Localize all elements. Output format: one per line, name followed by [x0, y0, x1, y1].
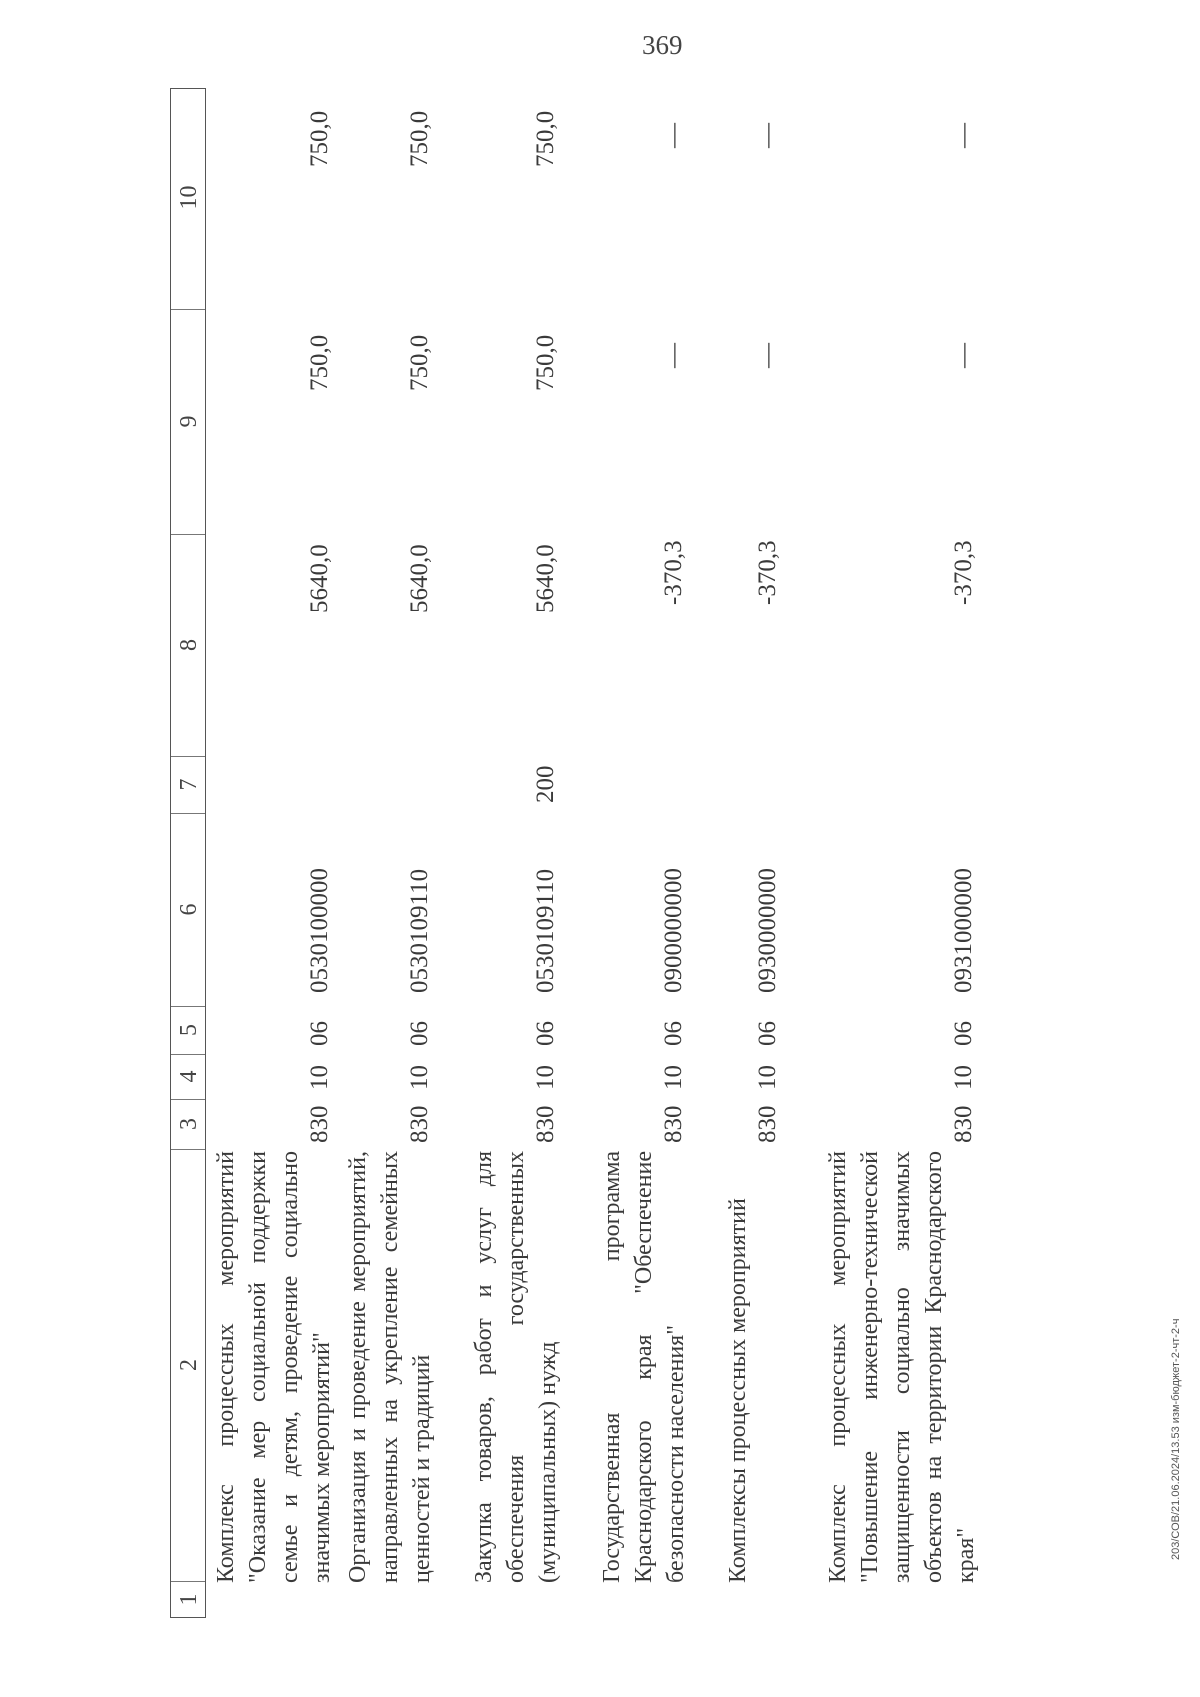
cell-c8: -370,3 [754, 540, 781, 605]
cell-c3: 830 [532, 1105, 559, 1143]
header-col-1: 1 [176, 1593, 202, 1606]
header-col-3: 3 [171, 1099, 205, 1150]
header-col-4: 4 [171, 1054, 205, 1100]
cell-c8: 5640,0 [406, 544, 433, 613]
header-col-7: 7 [171, 756, 205, 814]
cell-c3: 830 [306, 1105, 333, 1143]
row-name: Комплексы процессных мероприятий [725, 1198, 751, 1583]
cell-c4: 10 [306, 1065, 333, 1090]
cell-c10: 750,0 [406, 110, 433, 167]
cell-c10: 750,0 [532, 110, 559, 167]
cell-c9: — [950, 343, 977, 368]
cell-c3: 830 [754, 1105, 781, 1143]
row-name: Закупка товаров, работ и услуг для обеспечения государственных (муниципальных) нужд [471, 1151, 561, 1583]
cell-c6: 0530109110 [406, 868, 433, 993]
header-col-10: 10 [171, 86, 205, 310]
cell-c9: — [754, 343, 781, 368]
table-header-row [170, 88, 206, 1618]
row-name: Государственная программа Краснодарского края "Обеспечение безопасности населения" [599, 1151, 689, 1583]
cell-c6: 0900000000 [660, 868, 687, 993]
cell-c4: 10 [660, 1065, 687, 1090]
cell-c3: 830 [950, 1105, 977, 1143]
cell-c4: 10 [950, 1065, 977, 1090]
cell-c6: 0931000000 [950, 868, 977, 993]
row-name: Комплекс процессных мероприятий "Оказание мер социальной поддержки семье и детям, проведение социально значимых мероприятий" [213, 1151, 335, 1583]
cell-c3: 830 [406, 1105, 433, 1143]
cell-c8: 5640,0 [532, 544, 559, 613]
cell-c3: 830 [660, 1105, 687, 1143]
header-col-8: 8 [171, 534, 205, 757]
page-number: 369 [642, 30, 683, 60]
cell-c5: 06 [950, 1021, 977, 1046]
cell-c10: 750,0 [306, 110, 333, 167]
cell-c10: — [660, 123, 687, 148]
cell-c8: -370,3 [660, 540, 687, 605]
header-col-9: 9 [171, 309, 205, 535]
cell-c5: 06 [532, 1021, 559, 1046]
cell-c8: 5640,0 [306, 544, 333, 613]
cell-c10: — [950, 123, 977, 148]
cell-c10: — [754, 123, 781, 148]
cell-c7: 200 [532, 765, 559, 803]
cell-c4: 10 [754, 1065, 781, 1090]
row-name: Организация и проведение мероприятий, направленных на укрепление семейных ценностей и традиций [345, 1151, 435, 1583]
cell-c6: 0530109110 [532, 868, 559, 993]
cell-c9: 750,0 [306, 334, 333, 391]
cell-c5: 06 [754, 1021, 781, 1046]
cell-c6: 0530100000 [306, 868, 333, 993]
header-col-6: 6 [171, 813, 205, 1007]
cell-c9: 750,0 [532, 334, 559, 391]
header-col-5: 5 [171, 1006, 205, 1055]
cell-c9: — [660, 343, 687, 368]
budget-table [170, 88, 1050, 1618]
cell-c6: 0930000000 [754, 868, 781, 993]
footer-code: 203/СОВ/21.06.2024/13.53 изм-бюджет-2-чт-2-ч [1170, 1318, 1182, 1560]
cell-c4: 10 [406, 1065, 433, 1090]
cell-c8: -370,3 [950, 540, 977, 605]
cell-c5: 06 [406, 1021, 433, 1046]
header-col-2: 2 [171, 1149, 205, 1582]
row-name: Комплекс процессных мероприятий "Повышение инженерно-технической защищенности социально значимых объектов на территории Краснодарского края" [825, 1151, 979, 1583]
cell-c9: 750,0 [406, 334, 433, 391]
cell-c4: 10 [532, 1065, 559, 1090]
cell-c5: 06 [660, 1021, 687, 1046]
cell-c5: 06 [306, 1021, 333, 1046]
